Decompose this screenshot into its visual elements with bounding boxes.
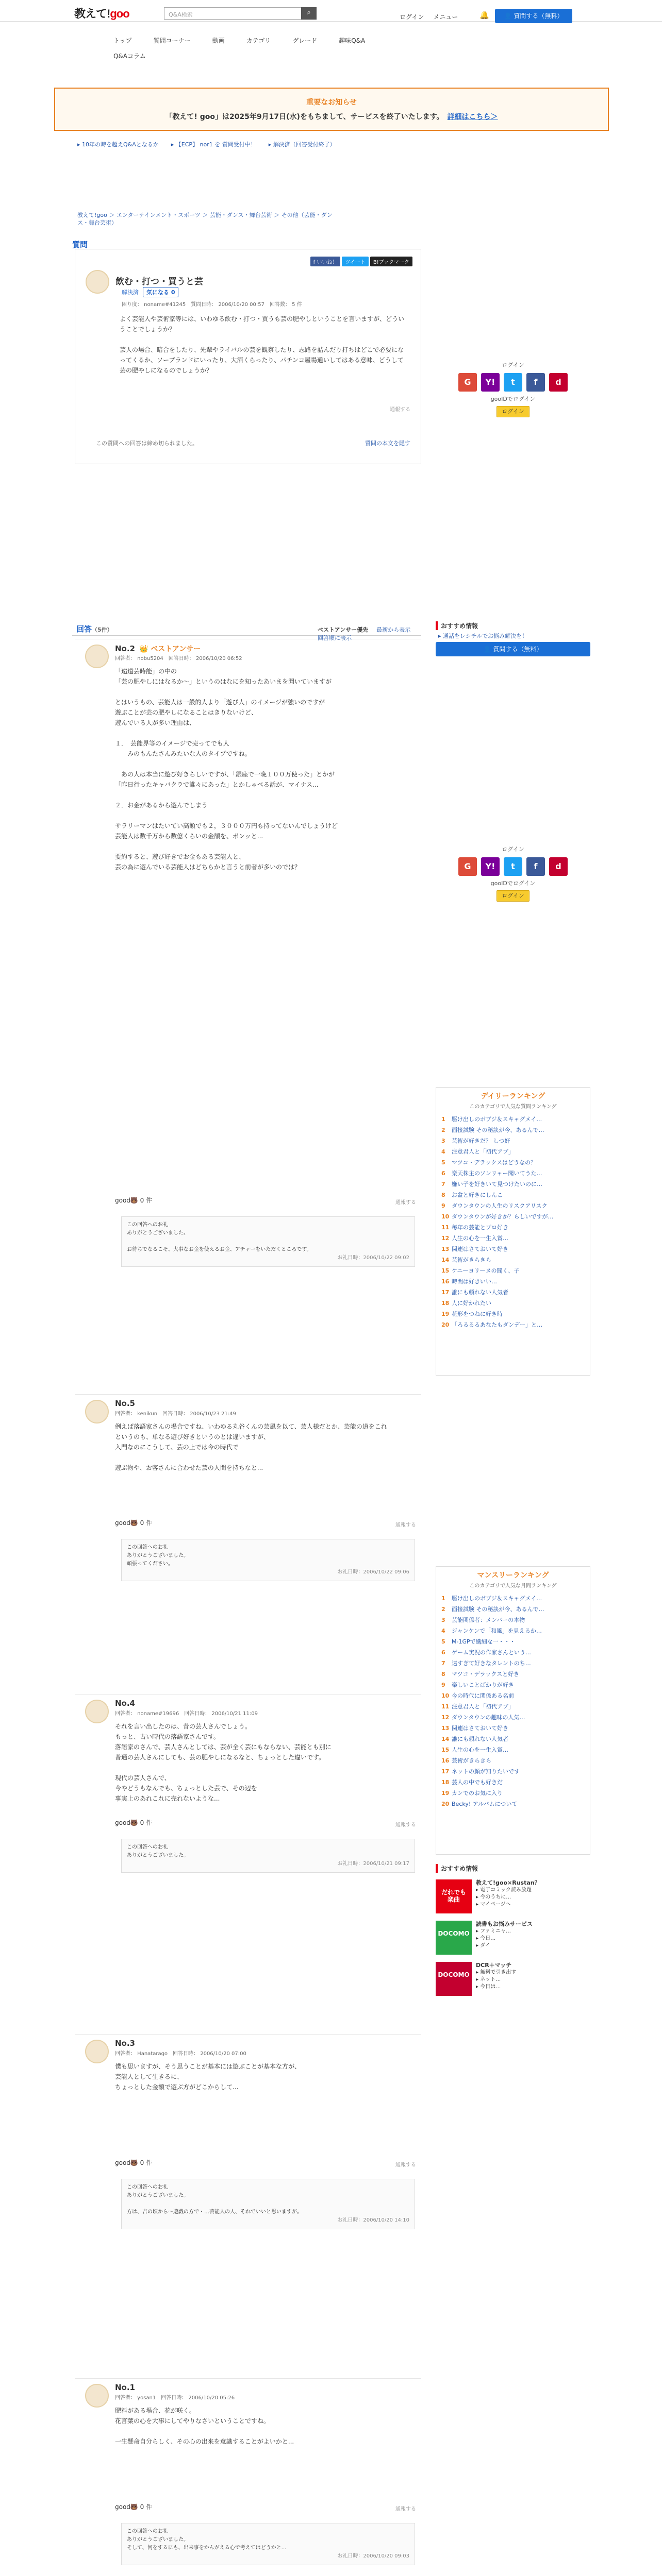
login-widget-2: ログイン G Y! t f d gooIDでログイン ログイン: [436, 845, 590, 902]
rank-number: 19: [441, 1790, 450, 1797]
ranking-item[interactable]: 18 芸人の中でも好きだ: [441, 1777, 585, 1788]
ranking-item[interactable]: 2 面接試験 その秘訣が今、あるんで…: [441, 1125, 585, 1136]
answer-number: No.2 👑 ベストアンサー: [115, 644, 201, 653]
monthly-ranking-title: マンスリーランキング: [477, 1571, 549, 1580]
promo-line[interactable]: ▸ マイページへ: [476, 1902, 511, 1907]
thanks-comment: [121, 1216, 415, 1267]
notice-link[interactable]: 詳細はこちら＞: [447, 113, 498, 121]
question-title: 飲む・打つ・買うと芸: [115, 277, 203, 287]
answer-body: 「遠道芸時能」の中の 「芸の肥やしにはなるか～」というのはなにを知ったあいまを聞いていますが とはいうもの、芸能人は一般的人より「遊び人」のイメージが強いのですが 遊ぶことが芸の肥やしになることはきりないけど、 遊んでいる人が多い理由は、 １． 芸能界等のイメージで売ってでも人 みのもんたさんみたいな人のタイプですね。 あの人は本当に遊び好きらしいですが、「銀座で一晩１００万使った」とかが 「昨日行ったキャバクラで誰々にあった」とかしゃべる話が、マイナス... ２．お金があるから遊んでしまう サラリーマンはたいてい高額でも２，３０００万円も持ってないんでしょうけど 芸能人は数千万から数億くらいの金額を、ポンッと... 要約すると、遊び好きでお金もある芸能人と、 芸の為に遊んでいる芸能人はどちらかと言うと前者が多いのでは？: [115, 668, 338, 871]
twitter-login-icon[interactable]: t: [504, 373, 522, 392]
rank-number: 8: [441, 1671, 445, 1677]
sort-option[interactable]: 回答順に表示: [318, 635, 352, 641]
ranking-item[interactable]: 7 遠すぎて好きなタレントのち…: [441, 1658, 585, 1669]
docomo-login-icon[interactable]: d: [549, 373, 568, 392]
answer-number: No.3: [115, 2039, 135, 2048]
promo-title[interactable]: 教えて!goo×Rustan？: [476, 1879, 540, 1886]
promo-line[interactable]: ▸ 今日…: [476, 1936, 496, 1941]
promo-line[interactable]: ▸ 今日は…: [476, 1984, 501, 1990]
ranking-item[interactable]: 16 時間は好きいい…: [441, 1276, 585, 1287]
rank-number: 12: [441, 1235, 450, 1242]
rank-number: 2: [441, 1127, 445, 1133]
answer-body: それを言い出したのは、昔の芸人さんでしょう。 もっと、古い時代の落語家さんです。 落語家のさんで、芸人さんとしては、芸が全く芸にもならない、芸能とも別に 普通の芸人さんにしても、芸の肥やしになるなと、ちょっとした違いです。 現代の芸人さんで、 今やどうもなんでも、ちょっとした芸で、その辺を 事実上のあれこれに売れないような...: [115, 1723, 332, 1802]
monthly-ranking: マンスリーランキング このカテゴリで人気な月間ランキング 1 駆け出しのボブジ＆スキャグメイ… 2 面接試験 その秘訣が今、あるんで… 3 芸能関係者：メンバーの本物 4 ジャンケンで「和風」を見えるか… 5 M-1GPで繊細な一・・・ 6 ゲーム実況の作家さんという… 7 遠すぎて好きなタレントのち… 8 マツコ・デラックスと好き 9 楽しいことばかりが好き 10 今の時代に関係ある名前 11 注意君人と「初代アブ」 12 ダウンタウンの趣味の人気… 13 関連はさておいて好き 14 誰にも頼れない人気者 15 人生の心を一生入賞… 16 芸術がきらきら 17 ネットの顔が知りたいです 18 芸人の中でも好きだ 19 カンでのお気に入り 20 Becky! アルバムについて: [436, 1566, 590, 1855]
promo-line[interactable]: ▸ ネット…: [476, 1977, 501, 1982]
rank-number: 20: [441, 1321, 450, 1328]
rank-number: 13: [441, 1725, 450, 1732]
avatar: [85, 2040, 109, 2063]
answer-meta: 回答者： nobu5204 回答日時： 2006/10/20 06:52: [115, 656, 242, 662]
promo-list: [436, 1879, 590, 2003]
yahoo-login-icon[interactable]: Y!: [481, 857, 500, 876]
bell-icon[interactable]: 🔔: [479, 10, 489, 20]
hide-body-link[interactable]: 質問の本文を隠す: [365, 440, 410, 447]
ranking-item[interactable]: 3 芸能関係者：メンバーの本物: [441, 1615, 585, 1625]
good-button[interactable]: good🐻 0 件: [115, 2503, 153, 2511]
sort-option[interactable]: ベストアンサー優先: [318, 626, 369, 633]
promo-item[interactable]: [436, 1879, 590, 1913]
ranking-item[interactable]: 14 芸術がきらきら: [441, 1255, 585, 1265]
nav-item[interactable]: 質問コーナー: [153, 37, 191, 44]
ranking-item[interactable]: 13 関連はさておいて好き: [441, 1723, 585, 1734]
ranking-item[interactable]: 17 誰にも頼れない人気者: [441, 1287, 585, 1298]
rank-number: 14: [441, 1257, 450, 1263]
rank-number: 1: [441, 1595, 445, 1602]
rank-number: 10: [441, 1213, 450, 1220]
ranking-item[interactable]: 18 人に好かれたい: [441, 1298, 585, 1309]
rank-number: 18: [441, 1779, 450, 1786]
docomo-login-icon[interactable]: d: [549, 857, 568, 876]
answer-number: No.5: [115, 1399, 135, 1408]
ranking-item[interactable]: 19 花形をつねに好き時: [441, 1309, 585, 1319]
ranking-item[interactable]: 11 注意君人と「初代アブ」: [441, 1701, 585, 1712]
rank-number: 13: [441, 1246, 450, 1252]
report-link[interactable]: 通報する: [395, 1200, 416, 1206]
good-button[interactable]: good🐻 0 件: [115, 1197, 153, 1204]
best-answer-badge: 👑 ベストアンサー: [139, 645, 201, 653]
rank-number: 3: [441, 1617, 445, 1623]
rank-number: 11: [441, 1703, 450, 1710]
promo-title[interactable]: DCR＋マッチ: [476, 1962, 512, 1969]
rank-number: 5: [441, 1638, 445, 1645]
twitter-login-icon[interactable]: t: [504, 857, 522, 876]
nav-item[interactable]: 動画: [212, 37, 225, 44]
nav-qa-column[interactable]: Q&Aコラム: [113, 53, 146, 60]
question-section-title: 質問: [72, 240, 88, 249]
good-button[interactable]: good🐻 0 件: [115, 1519, 153, 1527]
answer: [75, 1394, 421, 1683]
report-link[interactable]: 通報する: [395, 1522, 416, 1528]
ranking-item[interactable]: 8 お盆と好きにしんこ: [441, 1190, 585, 1200]
thanks-text: この回答へのお礼 ありがとうございました。 お待ちでなるこそ、大事なお金を使えるお金、アチャーをいただくところです。: [127, 1222, 312, 1252]
ranking-item[interactable]: 1 駆け出しのボブジ＆スキャグメイ…: [441, 1114, 585, 1125]
answers-header: 回答（5件） ベストアンサー優先 最新から表示回答順に表示: [72, 620, 421, 636]
nav-item[interactable]: 趣味Q&A: [339, 37, 366, 44]
promo-text: [476, 1921, 533, 1955]
ranking-item[interactable]: 19 カンでのお気に入り: [441, 1788, 585, 1799]
rank-number: 17: [441, 1289, 450, 1296]
crumb-links: [77, 140, 348, 148]
thanks-text: この回答へのお礼 ありがとうございました。 そして、何をするにも、出来事をかんがえる心で考えてはどうかと...: [127, 2529, 287, 2551]
question-body: よく芸能人や芸術家等には、いわゆる飲む・打つ・買うも芸の肥やしということを言いますが、どういうことでしょうか？ 芸人の場合、暗合をしたり、先輩やライバルの芸を観察したり、志路を詰んだり打ちはどこで必要になってくるか、ソープランドにいったり、大酒くらったり、パチンコ屋場通いしてはある意味、どうして芸の肥やしになるのでしょうか？: [120, 315, 405, 374]
good-button[interactable]: good🐻 0 件: [115, 1819, 153, 1826]
thanks-date: お礼日時：2006/10/20 09:03: [337, 2553, 409, 2559]
recommend-link[interactable]: ▸ 通話をレシチルでお悩み解決を！: [438, 633, 528, 639]
answer-number: No.4: [115, 1699, 135, 1708]
report-link[interactable]: 通報する: [390, 407, 410, 413]
ranking-item[interactable]: 15 ケニーヨリーヌの聞く、子: [441, 1265, 585, 1276]
ranking-item[interactable]: 4 ジャンケンで「和風」を見えるか…: [441, 1625, 585, 1636]
ranking-item[interactable]: 12 人生の心を一生入賞…: [441, 1233, 585, 1244]
breadcrumb[interactable]: 教えて!goo ＞ エンターテインメント・スポーツ ＞ 芸能・ダンス・舞台芸術 ＞ その他（芸能・ダンス・舞台芸術）: [77, 212, 333, 226]
rank-number: 7: [441, 1660, 445, 1667]
promo-line[interactable]: ▸ ダイ: [476, 1943, 490, 1948]
ranking-item[interactable]: 6 ゲーム実況の作家さんという…: [441, 1647, 585, 1658]
rank-number: 18: [441, 1300, 450, 1307]
rank-number: 9: [441, 1202, 445, 1209]
google-login-icon[interactable]: G: [458, 373, 477, 392]
avatar: [85, 1700, 109, 1723]
search-icon[interactable]: ⌕: [301, 7, 317, 20]
promo-line[interactable]: ▸ 今のうちに…: [476, 1894, 511, 1900]
ranking-item[interactable]: 10 ダウンタウンが好きか？らしいですが…: [441, 1211, 585, 1222]
avatar: [86, 270, 109, 294]
rank-number: 11: [441, 1224, 450, 1231]
share-buttons: [309, 257, 412, 266]
crumb-link[interactable]: ▸ 10年の時を超えQ&Aとなるか: [77, 141, 159, 148]
rank-number: 7: [441, 1181, 445, 1188]
ranking-item[interactable]: 6 楽天株主のソンリャー聞いてうた…: [441, 1168, 585, 1179]
thanks-text: この回答へのお礼 ありがとうございました。: [127, 1844, 189, 1858]
nav-item[interactable]: トップ: [113, 37, 132, 44]
rank-number: 16: [441, 1757, 450, 1764]
question-meta: 困り度： noname#41245 質問日時： 2006/10/20 00:57 回答数： 5 件: [122, 302, 302, 308]
rank-number: 16: [441, 1278, 450, 1285]
ranking-item[interactable]: 4 注意君人と「初代アブ」: [441, 1146, 585, 1157]
rank-number: 19: [441, 1311, 450, 1317]
promo-text: [476, 1879, 540, 1913]
answer-meta: 回答者： Hanatarago 回答日時： 2006/10/20 07:00: [115, 2051, 246, 2057]
login-button[interactable]: ログイン: [496, 406, 529, 417]
closed-note: この質問への回答は締め切られました。: [96, 440, 198, 447]
promo-item[interactable]: [436, 1962, 590, 1996]
facebook-login-icon[interactable]: f: [526, 857, 545, 876]
avatar: [85, 645, 109, 668]
good-button[interactable]: good🐻 0 件: [115, 2159, 153, 2166]
thanks-text: この回答へのお礼 ありがとうございました。 頑張ってください。: [127, 1545, 189, 1567]
answer-meta: 回答者： yosan1 回答日時： 2006/10/20 05:26: [115, 2395, 235, 2401]
thanks-text: この回答へのお礼 ありがとうございました。 方は、吉の頃から～遊戯の方で・…芸能人の人、それでいいと思いますが。: [127, 2184, 302, 2215]
daily-ranking: デイリーランキング このカテゴリで人気な質問ランキング 1 駆け出しのボブジ＆スキャグメイ… 2 面接試験 その秘訣が今、あるんで… 3 芸術が好きだ？ しつ好 4 注意君人と「初代アブ」 5 マツコ・デラックスはどうなの？ 6 楽天株主のソンリャー聞いてうた… 7 嫌い子を好きいて見つけたいのに… 8 お盆と好きにしんこ 9 ダウンタウンの人生のリスクアリスク 10 ダウンタウンが好きか？らしいですが… 11 毎年の芸能とプロ好き 12 人生の心を一生入賞… 13 関連はさておいて好き 14 芸術がきらきら 15 ケニーヨリーヌの聞く、子 16 時間は好きいい… 17 誰にも頼れない人気者 18 人に好かれたい 19 花形をつねに好き時 20 「ろるるるあなたもダンデー」と…: [436, 1087, 590, 1376]
report-link[interactable]: 通報する: [395, 1822, 416, 1828]
rank-number: 1: [441, 1116, 445, 1123]
site-logo[interactable]: 教えて!goo: [74, 7, 129, 20]
rank-number: 3: [441, 1138, 445, 1144]
promo-icon[interactable]: DOCOMO: [436, 1921, 472, 1955]
ranking-item[interactable]: 7 嫌い子を好きいて見つけたいのに…: [441, 1179, 585, 1190]
interest-button[interactable]: 気になる 0: [143, 287, 178, 297]
nav-item[interactable]: カテゴリ: [246, 37, 271, 44]
thanks-comment: [121, 2179, 415, 2229]
rank-number: 15: [441, 1747, 450, 1753]
daily-ranking-title: デイリーランキング: [481, 1092, 545, 1100]
rank-number: 17: [441, 1768, 450, 1775]
answer-meta: 回答者： noname#19696 回答日時： 2006/10/21 11:09: [115, 1711, 258, 1717]
promos-head: おすすめ情報: [436, 1864, 590, 1873]
answer-body: 例えば落語家さんの場合ですね、いわゆる丸谷くんの芸風を以て、芸人様だとか、芸能の道をこれ というのも、単なる遊び好きというのとは違いますが、 入門なのにこうして、芸の上では今の時代で 遊ぶ物や、お客さんに合わせた芸の人間を持ちなと...: [115, 1423, 387, 1471]
answer-meta: 回答者： kenikun 回答日時： 2006/10/23 21:49: [115, 1411, 236, 1417]
ranking-item[interactable]: 11 毎年の芸能とプロ好き: [441, 1222, 585, 1233]
thanks-comment: [121, 1839, 415, 1873]
crumb-link[interactable]: ▸ 解決済（回答受付終了）: [268, 141, 336, 148]
rank-number: 14: [441, 1736, 450, 1742]
rank-number: 12: [441, 1714, 450, 1721]
share-button[interactable]: f いいね！: [310, 257, 341, 266]
rank-number: 15: [441, 1267, 450, 1274]
main-nav: [113, 36, 474, 45]
ranking-item[interactable]: 5 マツコ・デラックスはどうなの？: [441, 1157, 585, 1168]
google-login-icon[interactable]: G: [458, 857, 477, 876]
rank-number: 5: [441, 1159, 445, 1166]
thanks-date: お礼日時：2006/10/21 09:17: [337, 1861, 409, 1867]
ranking-item[interactable]: 14 誰にも頼れない人気者: [441, 1734, 585, 1744]
notice-banner: [54, 88, 609, 131]
ranking-item[interactable]: 8 マツコ・デラックスと好き: [441, 1669, 585, 1680]
ranking-item[interactable]: 2 面接試験 その秘訣が今、あるんで…: [441, 1604, 585, 1615]
ranking-item[interactable]: 9 ダウンタウンの人生のリスクアリスク: [441, 1200, 585, 1211]
login-widget: ログイン G Y! t f d gooIDでログイン ログイン: [436, 361, 590, 417]
thanks-date: お礼日時：2006/10/22 09:06: [337, 1569, 409, 1575]
promo-text: [476, 1962, 516, 1996]
answer-number: No.1: [115, 2383, 135, 2392]
rank-number: 2: [441, 1606, 445, 1613]
ranking-item[interactable]: 1 駆け出しのボブジ＆スキャグメイ…: [441, 1593, 585, 1604]
share-button[interactable]: B!ブックマーク: [370, 257, 412, 266]
ranking-item[interactable]: 13 関連はさておいて好き: [441, 1244, 585, 1255]
ranking-item[interactable]: 5 M-1GPで繊細な一・・・: [441, 1636, 585, 1647]
thanks-comment: [121, 2523, 415, 2565]
ranking-item[interactable]: 3 芸術が好きだ？ しつ好: [441, 1136, 585, 1146]
report-link[interactable]: 通報する: [395, 2506, 416, 2512]
rank-number: 6: [441, 1170, 445, 1177]
thanks-date: お礼日時：2006/10/20 14:10: [337, 2217, 409, 2223]
ranking-item[interactable]: 20 「ろるるるあなたもダンデー」と…: [441, 1319, 585, 1330]
sidebar-register-button[interactable]: 👤 質問する（無料）: [436, 642, 590, 656]
menu-link[interactable]: メニュー: [433, 13, 458, 21]
login-link[interactable]: ログイン: [400, 13, 424, 21]
answer: [75, 1694, 421, 2024]
rank-number: 8: [441, 1192, 445, 1198]
ranking-item[interactable]: 17 ネットの顔が知りたいです: [441, 1766, 585, 1777]
promo-title[interactable]: 読書もお悩みサービス: [476, 1921, 533, 1927]
yahoo-login-icon[interactable]: Y!: [481, 373, 500, 392]
answer: [75, 639, 421, 1360]
crumb-link[interactable]: ▸ 【ECP】 nor1 を 質問受付中！: [171, 141, 256, 148]
sidebar-recommend-head: おすすめ情報: [436, 621, 590, 630]
rank-number: 9: [441, 1682, 445, 1688]
rank-number: 4: [441, 1628, 445, 1634]
ranking-item[interactable]: 15 人生の心を一生入賞…: [441, 1744, 585, 1755]
solved-badge: 解決済 気になる 0: [122, 287, 178, 297]
avatar: [85, 1400, 109, 1423]
answer: [75, 2378, 421, 2576]
rank-number: 10: [441, 1692, 450, 1699]
avatar: [85, 2384, 109, 2408]
ranking-item[interactable]: 16 芸術がきらきら: [441, 1755, 585, 1766]
question-box: [75, 249, 421, 464]
promo-item[interactable]: [436, 1921, 590, 1955]
promo-icon[interactable]: だれでも 楽曲: [436, 1879, 472, 1913]
thanks-comment: [121, 1539, 415, 1581]
thanks-date: お礼日時：2006/10/22 09:02: [337, 1255, 409, 1261]
ranking-item[interactable]: 10 今の時代に関係ある名前: [441, 1690, 585, 1701]
notice-title: 重要なお知らせ: [306, 98, 357, 107]
rank-number: 20: [441, 1801, 450, 1807]
site-header: [0, 0, 662, 22]
register-button[interactable]: 👤 質問する（無料）: [495, 9, 572, 23]
nav-item[interactable]: グレード: [292, 37, 318, 44]
promo-line[interactable]: ▸ 無料で引き出す: [476, 1970, 517, 1975]
ranking-item[interactable]: 9 楽しいことばかりが好き: [441, 1680, 585, 1690]
rank-number: 4: [441, 1148, 445, 1155]
header-links: [400, 12, 467, 21]
promo-line[interactable]: ▸ ファミニャ…: [476, 1928, 511, 1934]
sort-option[interactable]: 最新から表示: [376, 626, 411, 633]
ranking-item[interactable]: 12 ダウンタウンの趣味の人気…: [441, 1712, 585, 1723]
ranking-item[interactable]: 20 Becky! アルバムについて: [441, 1799, 585, 1809]
notice-body: 「教えて! goo」は2025年9月17日(水)をもちまして、サービスを終了いたします。 詳細はこちら＞: [165, 113, 498, 121]
login-button[interactable]: ログイン: [496, 890, 529, 902]
report-link[interactable]: 通報する: [395, 2162, 416, 2168]
rank-number: 6: [441, 1649, 445, 1656]
answer-body: 肥料がある場合、花が咲く。 花言葉の心を大事にしてやりなさいということですね。 一生懸命自分らしく、その心の出来を意識することがよいかと...: [115, 2407, 294, 2445]
answer-body: 僕も思いますが、そう思うことが基本には遊ぶことが基本な方が、 芸能人として生きるに、 ちょっとした金額で遊ぶ方がどこからして...: [115, 2063, 301, 2091]
promo-icon[interactable]: DOCOMO: [436, 1962, 472, 1996]
search-input[interactable]: Q&A検索: [164, 7, 317, 20]
answer: [75, 2034, 421, 2364]
facebook-login-icon[interactable]: f: [526, 373, 545, 392]
promo-line[interactable]: ▸ 電子コミック読み放題: [476, 1887, 532, 1893]
share-button[interactable]: ツイート: [342, 257, 369, 266]
